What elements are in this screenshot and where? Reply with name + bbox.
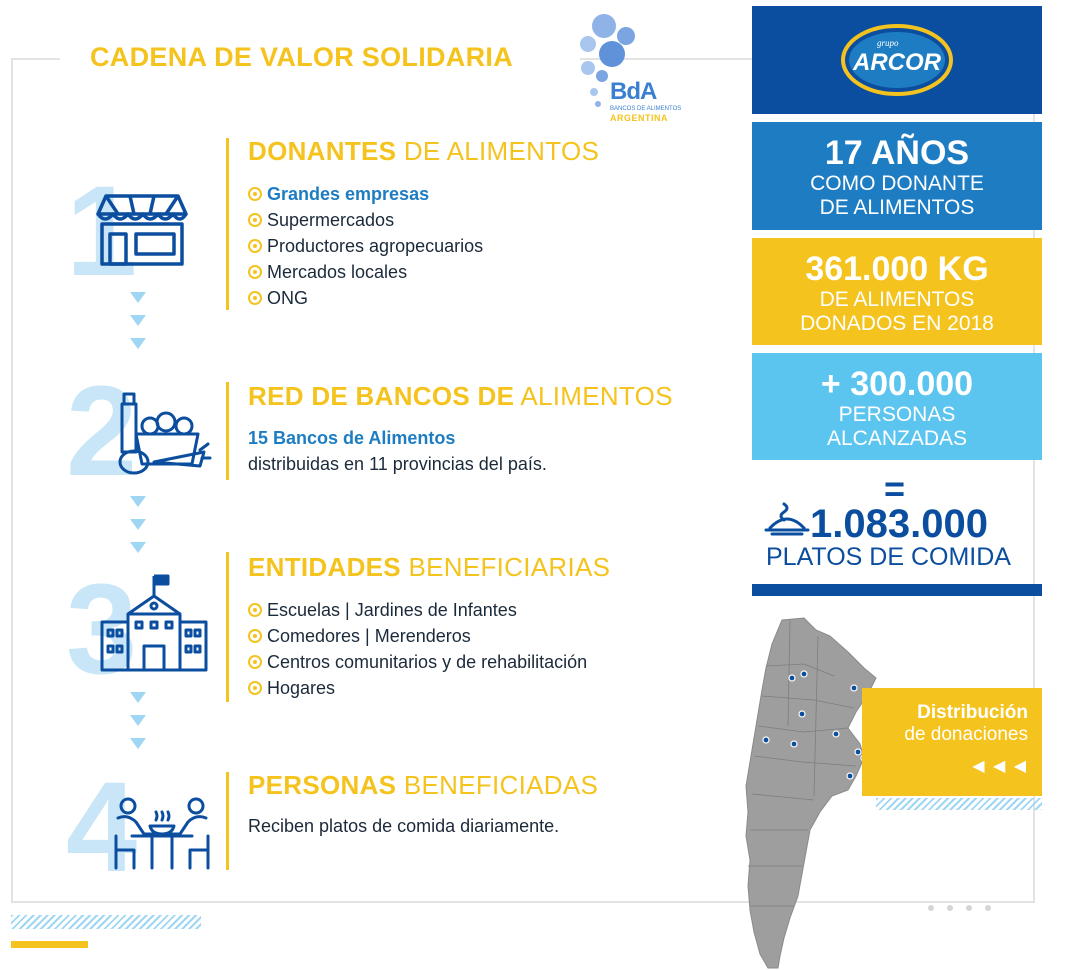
down-arrow-icon <box>130 338 146 349</box>
step-number-3: 3 <box>66 558 138 701</box>
down-arrow-icon <box>130 315 146 326</box>
bullet-icon <box>248 187 262 201</box>
bda-logo-sub: BANCOS DE ALIMENTOS <box>610 106 682 112</box>
step-title-rest-4: BENEFICIADAS <box>396 770 599 800</box>
store-icon <box>92 192 192 268</box>
decorative-yellow-bar <box>11 941 88 948</box>
list-item <box>248 597 587 623</box>
stat-kg-box <box>752 238 1042 345</box>
flow-arrows-3 <box>130 692 148 761</box>
step-title-bold-1: DONANTES <box>248 136 397 166</box>
stat-kg-label-2: DONADOS EN 2018 <box>800 312 994 335</box>
bullet-icon <box>248 291 262 305</box>
donors-list <box>248 181 483 311</box>
page-title: CADENA DE VALOR SOLIDARIA <box>90 42 514 72</box>
list-item-label: Mercados locales <box>267 261 408 282</box>
stat-years-box <box>752 122 1042 230</box>
banks-highlight: 15 Bancos de Alimentos <box>248 428 456 448</box>
list-item-label: Grandes empresas <box>267 183 430 204</box>
decorative-dots <box>928 898 1004 916</box>
step-divider-1 <box>226 138 229 310</box>
list-item <box>248 181 483 207</box>
bullet-icon <box>248 603 262 617</box>
plates-label: PLATOS DE COMIDA <box>766 543 1011 571</box>
beneficiary-entities-list <box>248 597 587 701</box>
step-title-3 <box>248 552 610 583</box>
step-title-rest-3: BENEFICIARIAS <box>400 552 611 582</box>
step-title-rest-1: DE ALIMENTOS <box>396 136 600 166</box>
plate-dish-icon <box>764 500 810 540</box>
step-title-rest-2: ALIMENTOS <box>514 381 673 411</box>
distribution-title: Distribución <box>917 702 1028 723</box>
down-arrow-icon <box>130 292 146 303</box>
step-title-bold-3: ENTIDADES <box>248 552 401 582</box>
stat-kg-value: 361.000 KG <box>805 250 989 288</box>
stat-people-value: + 300.000 <box>820 365 974 403</box>
food-basket-icon <box>114 392 214 476</box>
equals-sign: = <box>884 468 906 509</box>
step-title-2 <box>248 381 673 412</box>
step-divider-2 <box>226 382 229 480</box>
stat-kg-label-1: DE ALIMENTOS <box>819 288 975 311</box>
left-arrows-icon: ◀ ◀ ◀ <box>972 758 1028 775</box>
step-number-4: 4 <box>66 756 138 899</box>
bda-logo-main: BdA <box>610 78 657 105</box>
list-item-label: Escuelas | Jardines de Infantes <box>267 599 517 620</box>
down-arrow-icon <box>130 519 146 530</box>
list-item-label: Centros comunitarios y de rehabilitación <box>267 651 588 672</box>
list-item-label: Supermercados <box>267 209 395 230</box>
step-number-1: 1 <box>66 160 138 303</box>
list-item-label: ONG <box>267 287 309 308</box>
down-arrow-icon <box>130 496 146 507</box>
bullet-icon <box>248 265 262 279</box>
step-title-4 <box>248 770 598 801</box>
down-arrow-icon <box>130 738 146 749</box>
bullet-icon <box>248 629 262 643</box>
stat-years-value: 17 AÑOS <box>824 134 970 172</box>
step-number-2: 2 <box>66 360 138 503</box>
down-arrow-icon <box>130 715 146 726</box>
decorative-hatch-right <box>876 798 1042 810</box>
bda-logo-country: ARGENTINA <box>610 113 668 123</box>
bullet-icon <box>248 213 262 227</box>
decorative-hatch-left <box>11 915 201 929</box>
stat-years-label-1: COMO DONANTE <box>810 172 984 195</box>
bullet-icon <box>248 655 262 669</box>
bda-logo-text <box>610 78 681 123</box>
plates-number: 1.083.000 <box>810 502 988 546</box>
list-item <box>248 233 483 259</box>
list-item-label: Hogares <box>267 677 336 698</box>
people-eating-icon <box>112 796 212 870</box>
flow-arrows-2 <box>130 496 148 565</box>
list-item <box>248 649 587 675</box>
distribution-subtitle: de donaciones <box>904 724 1028 745</box>
school-building-icon <box>98 574 210 674</box>
list-item-label: Productores agropecuarios <box>267 235 484 256</box>
arcor-logo <box>837 20 957 100</box>
list-item <box>248 623 587 649</box>
flow-arrows-1 <box>130 292 148 361</box>
banks-count <box>248 428 455 449</box>
step-title-1 <box>248 136 599 167</box>
step-divider-3 <box>226 552 229 702</box>
step-title-bold-4: PERSONAS <box>248 770 397 800</box>
people-description: Reciben platos de comida diariamente. <box>248 816 560 836</box>
stat-years-label-2: DE ALIMENTOS <box>819 196 975 219</box>
list-item <box>248 259 483 285</box>
stat-people-label-2: ALCANZADAS <box>826 427 968 450</box>
stat-people-box <box>752 353 1042 460</box>
bullet-icon <box>248 681 262 695</box>
arcor-logo-small: grupo <box>877 38 899 48</box>
list-item-label: Comedores | Merenderos <box>267 625 471 646</box>
arcor-logo-main: ARCOR <box>853 49 941 76</box>
list-item <box>248 285 483 311</box>
step-divider-4 <box>226 772 229 870</box>
step-title-bold-2: RED DE BANCOS DE <box>248 381 515 411</box>
banks-description: distribuidas en 11 provincias del país. <box>248 454 547 474</box>
distribution-button[interactable] <box>862 688 1042 796</box>
down-arrow-icon <box>130 692 146 703</box>
plates-underline <box>752 584 1042 596</box>
list-item <box>248 207 483 233</box>
arcor-logo-box <box>752 6 1042 114</box>
stat-people-label-1: PERSONAS <box>838 403 956 426</box>
bullet-icon <box>248 239 262 253</box>
down-arrow-icon <box>130 542 146 553</box>
list-item <box>248 675 587 701</box>
